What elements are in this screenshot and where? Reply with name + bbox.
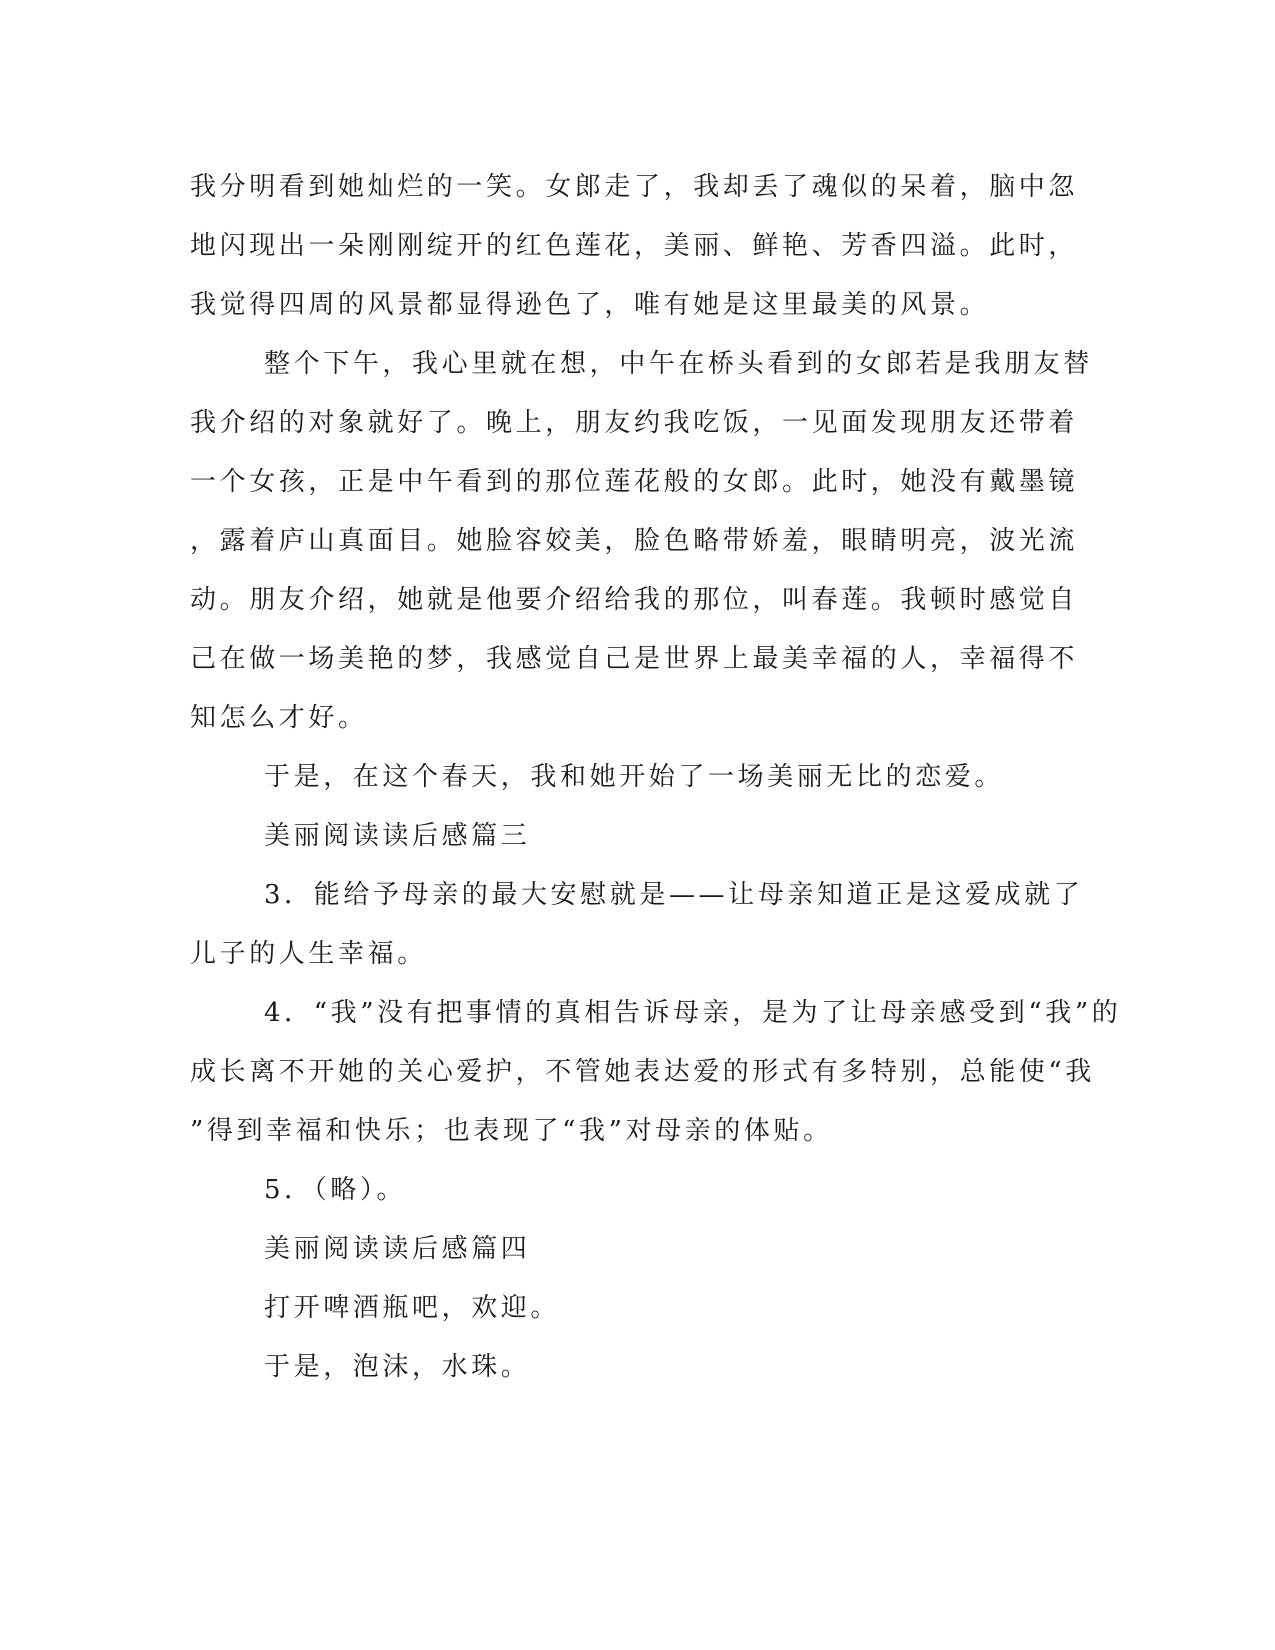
text-line: 成长离不开她的关心爱护，不管她表达爱的形式有多特别，总能使“我 [190,1057,1095,1087]
paragraph-first-line: 4．“我”没有把事情的真相告诉母亲，是为了让母亲感受到“我”的 [264,998,1122,1028]
paragraph-first-line: 打开啤酒瓶吧，欢迎。 [264,1293,561,1323]
text-line: ，露着庐山真面目。她脸容姣美，脸色略带娇羞，眼睛明亮，波光流 [190,526,1079,556]
text-line: 动。朋友介绍，她就是他要介绍给我的那位，叫春莲。我顿时感觉自 [190,585,1079,615]
text-line: 儿子的人生幸福。 [190,939,427,969]
section-heading: 美丽阅读读后感篇四 [264,1234,531,1264]
paragraph-first-line: 于是，在这个春天，我和她开始了一场美丽无比的恋爱。 [264,762,1005,792]
paragraph-first-line: 于是，泡沫，水珠。 [264,1352,531,1382]
section-heading: 美丽阅读读后感篇三 [264,821,531,851]
text-line: 我介绍的对象就好了。晚上，朋友约我吃饭，一见面发现朋友还带着 [190,408,1079,438]
text-line: ”得到幸福和快乐；也表现了“我”对母亲的体贴。 [190,1116,833,1146]
text-line: 地闪现出一朵刚刚绽开的红色莲花，美丽、鲜艳、芳香四溢。此时， [190,231,1079,261]
text-line: 一个女孩，正是中午看到的那位莲花般的女郎。此时，她没有戴墨镜 [190,467,1079,497]
paragraph-first-line: 5．（略）。 [264,1175,407,1205]
text-line: 我分明看到她灿烂的一笑。女郎走了，我却丢了魂似的呆着，脑中忽 [190,172,1079,202]
text-line: 己在做一场美艳的梦，我感觉自己是世界上最美幸福的人，幸福得不 [190,644,1079,674]
text-line: 我觉得四周的风景都显得逊色了，唯有她是这里最美的风景。 [190,290,990,320]
text-line: 知怎么才好。 [190,703,368,733]
paragraph-first-line: 3．能给予母亲的最大安慰就是——让母亲知道正是这爱成就了 [264,880,1084,910]
paragraph-first-line: 整个下午，我心里就在想，中午在桥头看到的女郎若是我朋友替 [264,349,1093,379]
